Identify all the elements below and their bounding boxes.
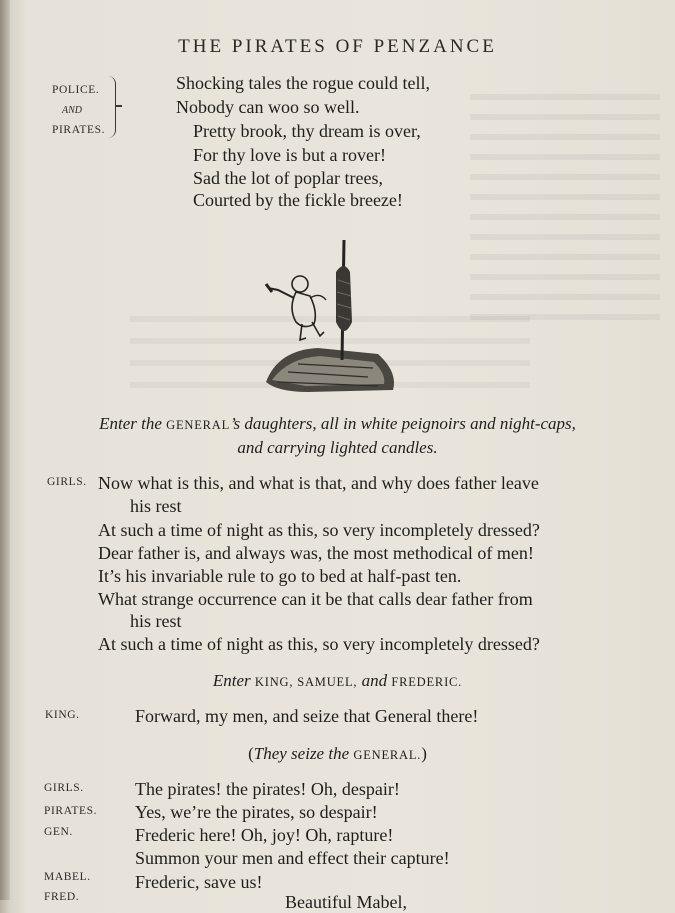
verse-line: his rest — [130, 611, 182, 631]
verse-line: his rest — [130, 496, 182, 516]
stage-direction — [0, 744, 675, 764]
speaker-brace — [105, 76, 116, 138]
stage-direction-text: ’s daughters, all in white peignoirs and night-caps, — [230, 414, 576, 433]
verse-line: Yes, we’re the pirates, so despair! — [135, 802, 378, 822]
stage-direction — [0, 671, 675, 691]
verse-line: Now what is this, and what is that, and why does father leave — [98, 473, 539, 493]
verse-line: The pirates! the pirates! Oh, despair! — [135, 779, 400, 799]
paren-close: ) — [421, 744, 427, 763]
speaker-girls: GIRLS. — [44, 782, 84, 794]
verse-line: Sad the lot of poplar trees, — [193, 168, 383, 188]
verse-line: Nobody can woo so well. — [176, 97, 360, 117]
verse-line: For thy love is but a rover! — [193, 145, 386, 165]
verse-line: Courted by the fickle breeze! — [193, 190, 403, 210]
verse-line: It’s his invariable rule to go to bed at half-past ten. — [98, 566, 462, 586]
speaker-girls: GIRLS. — [47, 476, 87, 488]
verse-line: Beautiful Mabel, — [285, 892, 407, 912]
paren-open: ( — [248, 744, 254, 763]
verse-line: At such a time of night as this, so very incompletely dressed? — [98, 634, 540, 654]
speaker-gen: GEN. — [44, 826, 73, 838]
stage-direction-text: They seize the — [253, 744, 350, 763]
speaker-king: KING. — [45, 709, 80, 721]
stage-direction: and carrying lighted candles. — [237, 438, 438, 457]
speaker-and: and — [62, 102, 82, 117]
verse-line: Frederic here! Oh, joy! Oh, rapture! — [135, 825, 394, 845]
verse-line: What strange occurrence can it be that calls dear father from — [98, 589, 533, 609]
stage-direction-text: Enter — [212, 671, 251, 690]
verse-line: Dear father is, and always was, the most methodical of men! — [98, 543, 534, 563]
character-name: GENERAL. — [353, 748, 422, 762]
verse-line: Forward, my men, and seize that General there! — [135, 706, 479, 726]
stage-direction-text: Enter the — [99, 414, 162, 433]
stage-direction — [0, 414, 675, 434]
verse-line: Frederic, save us! — [135, 872, 263, 892]
verse-line: Pretty brook, thy dream is over, — [193, 121, 421, 141]
stage-direction-text: and — [361, 671, 388, 690]
verse-line: Summon your men and effect their capture! — [135, 848, 450, 868]
speaker-police: POLICE. — [52, 84, 100, 96]
page-title: THE PIRATES OF PENZANCE — [178, 36, 497, 57]
character-name: FREDERIC. — [391, 675, 463, 689]
speaker-mabel: MABEL. — [44, 871, 91, 883]
verse-line: Shocking tales the rogue could tell, — [176, 73, 430, 93]
cherub-on-pier-illustration — [258, 232, 408, 397]
character-name: GENERAL — [166, 418, 231, 432]
bleed-through — [470, 80, 660, 320]
speaker-pirates: PIRATES. — [44, 805, 98, 817]
character-names: KING, SAMUEL, — [254, 675, 358, 689]
verse-line: At such a time of night as this, so very incompletely dressed? — [98, 520, 540, 540]
speaker-pirates: PIRATES. — [52, 124, 106, 136]
speaker-fred: FRED. — [44, 891, 80, 903]
